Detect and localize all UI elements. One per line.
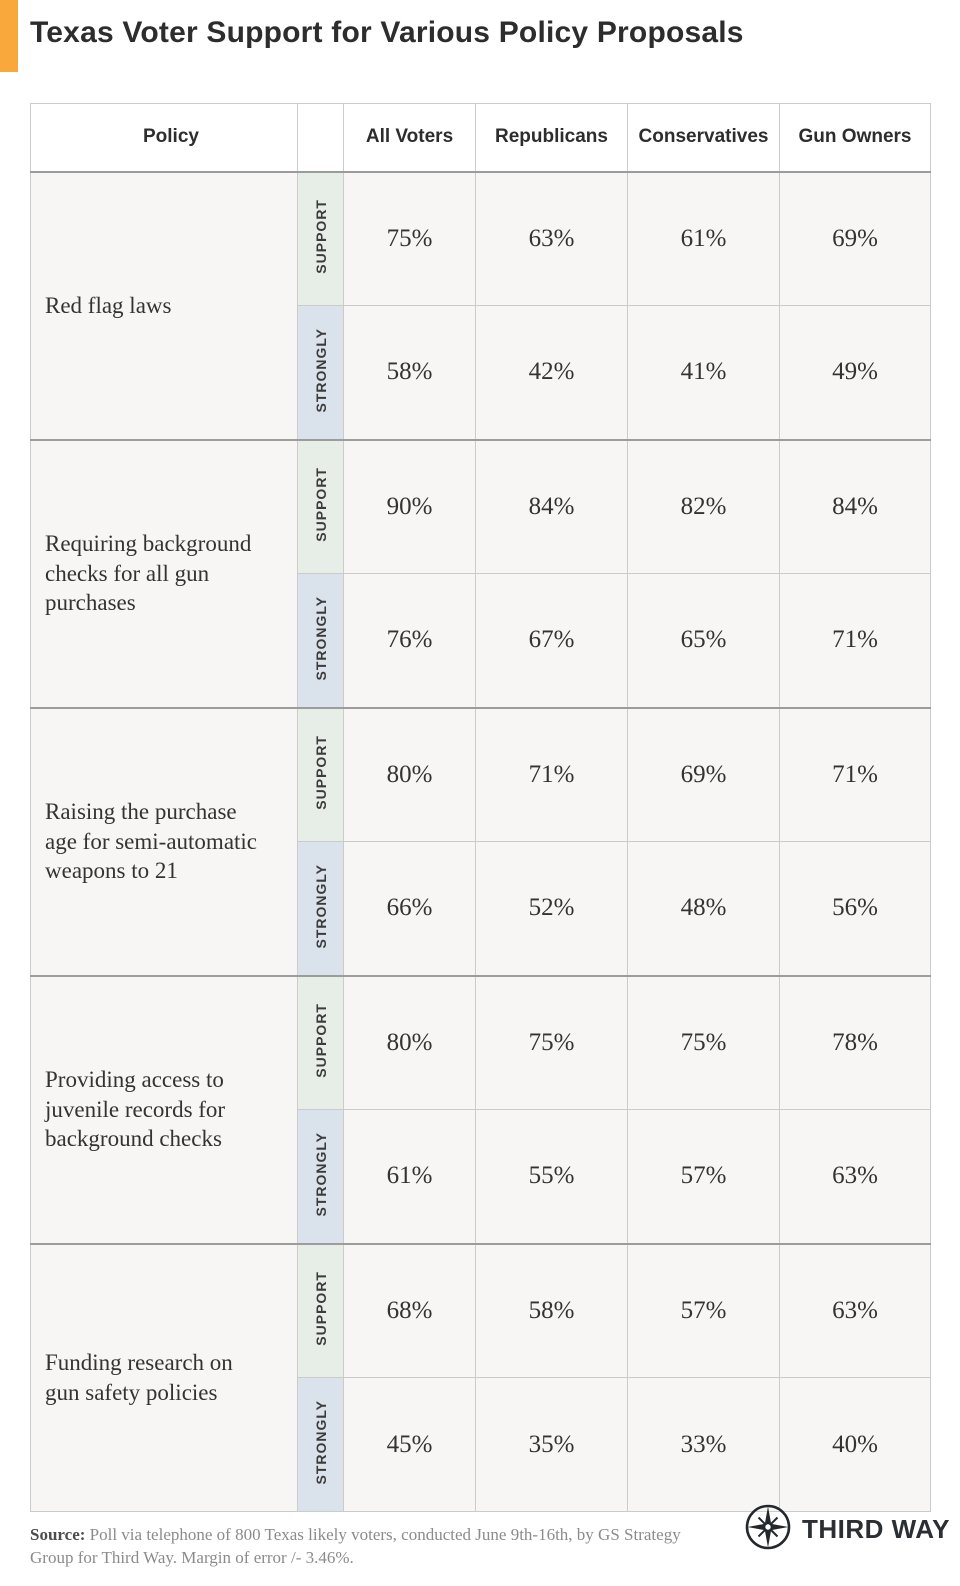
value-cell: 76%	[344, 574, 476, 708]
policy-row-support	[31, 440, 931, 574]
value-cell: 42%	[476, 306, 628, 440]
third-way-logo	[744, 1503, 950, 1555]
column-header-conservatives: Conservatives	[628, 104, 780, 172]
value-cell: 66%	[344, 842, 476, 976]
value-cell: 68%	[344, 1244, 476, 1378]
value-cell: 63%	[780, 1110, 931, 1244]
column-header-spacer	[298, 104, 344, 172]
value-cell: 71%	[780, 708, 931, 842]
value-cell: 71%	[476, 708, 628, 842]
support-label-cell	[298, 1244, 344, 1378]
value-cell: 57%	[628, 1244, 780, 1378]
strongly-label: STRONGLY	[312, 1399, 329, 1485]
policy-row-support	[31, 1244, 931, 1378]
page-title: Texas Voter Support for Various Policy Proposals	[30, 16, 744, 49]
compass-icon	[744, 1503, 792, 1556]
value-cell: 35%	[476, 1378, 628, 1512]
value-cell: 69%	[628, 708, 780, 842]
value-cell: 33%	[628, 1378, 780, 1512]
strongly-label: STRONGLY	[312, 595, 329, 680]
source-label: Source:	[30, 1525, 86, 1544]
policy-name: Requiring background checks for all gun purchases	[31, 440, 298, 708]
strongly-label-cell	[298, 1110, 344, 1244]
value-cell: 61%	[344, 1110, 476, 1244]
third-way-wordmark: THIRD WAY	[802, 1513, 950, 1544]
column-header-gun-owners: Gun Owners	[780, 104, 931, 172]
policy-row-support	[31, 172, 931, 306]
support-label: SUPPORT	[312, 1270, 329, 1346]
poll-table	[30, 103, 931, 1512]
value-cell: 41%	[628, 306, 780, 440]
value-cell: 40%	[780, 1378, 931, 1512]
policy-name: Providing access to juvenile records for background checks	[31, 976, 298, 1244]
value-cell: 69%	[780, 172, 931, 306]
column-header-republicans: Republicans	[476, 104, 628, 172]
value-cell: 58%	[344, 306, 476, 440]
policy-name: Funding research on gun safety policies	[31, 1244, 298, 1512]
support-label-cell	[298, 440, 344, 574]
value-cell: 67%	[476, 574, 628, 708]
value-cell: 48%	[628, 842, 780, 976]
value-cell: 75%	[344, 172, 476, 306]
policy-name: Red flag laws	[31, 172, 298, 440]
strongly-label-cell	[298, 306, 344, 440]
value-cell: 78%	[780, 976, 931, 1110]
value-cell: 84%	[476, 440, 628, 574]
strongly-label-cell	[298, 574, 344, 708]
support-label: SUPPORT	[312, 466, 329, 542]
value-cell: 55%	[476, 1110, 628, 1244]
column-header-policy: Policy	[31, 104, 298, 172]
strongly-label-cell	[298, 842, 344, 976]
support-label: SUPPORT	[312, 734, 329, 810]
source-note	[30, 1524, 720, 1570]
policy-row-support	[31, 976, 931, 1110]
strongly-label: STRONGLY	[312, 327, 329, 412]
value-cell: 80%	[344, 708, 476, 842]
value-cell: 58%	[476, 1244, 628, 1378]
value-cell: 75%	[628, 976, 780, 1110]
value-cell: 82%	[628, 440, 780, 574]
support-label: SUPPORT	[312, 198, 329, 274]
value-cell: 90%	[344, 440, 476, 574]
value-cell: 80%	[344, 976, 476, 1110]
policy-row-support	[31, 708, 931, 842]
strongly-label-cell	[298, 1378, 344, 1512]
value-cell: 56%	[780, 842, 931, 976]
strongly-label: STRONGLY	[312, 1131, 329, 1216]
policy-name: Raising the purchase age for semi-automatic weapons to 21	[31, 708, 298, 976]
value-cell: 75%	[476, 976, 628, 1110]
value-cell: 65%	[628, 574, 780, 708]
value-cell: 45%	[344, 1378, 476, 1512]
value-cell: 84%	[780, 440, 931, 574]
strongly-label: STRONGLY	[312, 863, 329, 948]
accent-bar	[0, 0, 18, 72]
source-text: Poll via telephone of 800 Texas likely voters, conducted June 9th-16th, by GS Strategy Group for Third Way. Margin of error /- 3.46%.	[30, 1525, 681, 1567]
table-header-row	[31, 104, 931, 172]
value-cell: 52%	[476, 842, 628, 976]
value-cell: 71%	[780, 574, 931, 708]
support-label-cell	[298, 172, 344, 306]
value-cell: 49%	[780, 306, 931, 440]
value-cell: 63%	[780, 1244, 931, 1378]
value-cell: 63%	[476, 172, 628, 306]
value-cell: 61%	[628, 172, 780, 306]
support-label-cell	[298, 976, 344, 1110]
column-header-all-voters: All Voters	[344, 104, 476, 172]
value-cell: 57%	[628, 1110, 780, 1244]
support-label: SUPPORT	[312, 1002, 329, 1078]
support-label-cell	[298, 708, 344, 842]
